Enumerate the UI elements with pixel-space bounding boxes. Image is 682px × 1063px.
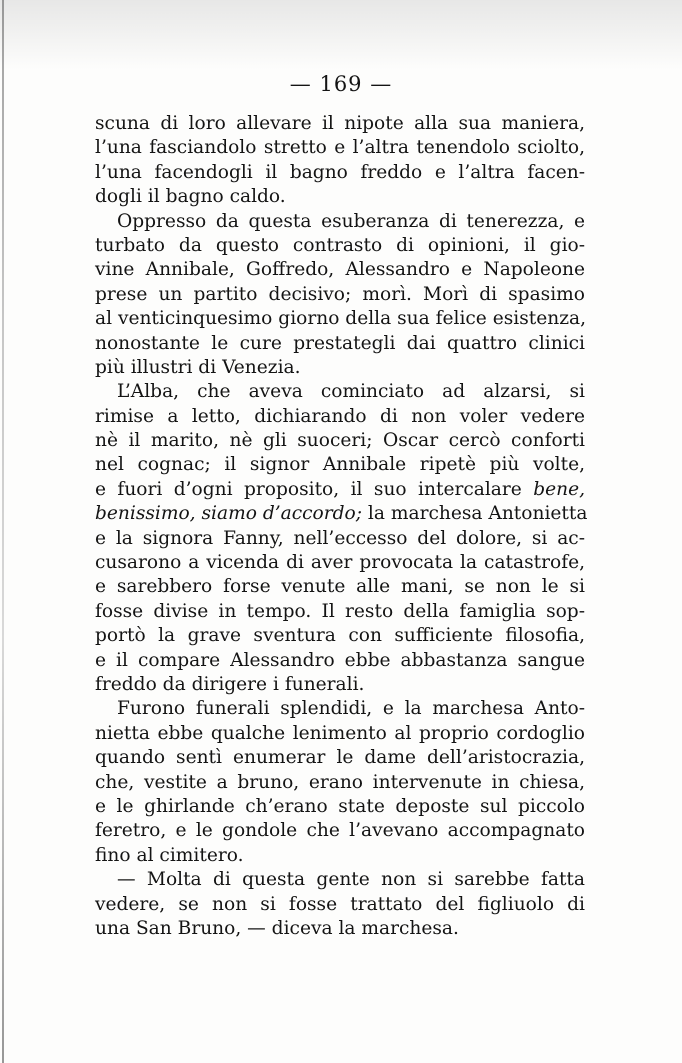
text-line: l’una facendogli il bagno freddo e l’altra facen- [95,161,585,183]
text-line: — Molta di questa gente non si sarebbe fatta [117,869,585,891]
text-line: feretro, e le gondole che l’avevano accompagnato [95,820,585,842]
text-run: la marchesa Antonietta [367,503,588,525]
text-line [95,478,585,502]
text-line: e la signora Fanny, nell’eccesso del dolore, si ac- [95,527,585,549]
text-line: freddo da dirigere i funerali. [95,673,365,695]
text-line: fosse divise in tempo. Il resto della famiglia sop- [95,600,585,622]
text-line: Furono funerali splendidi, e la marchesa Anto- [117,698,585,720]
text-line: che, vestite a bruno, erano intervenute in chiesa, [95,771,585,793]
text-line: cusarono a vicenda di aver provocata la catastrofe, [95,552,585,574]
text-line: più illustri di Venezia. [95,356,301,378]
text-line: l’una fasciandolo stretto e l’altra tenendolo sciolto, [95,137,585,159]
text-line: al venticinquesimo giorno della sua felice esistenza, [95,308,586,330]
text-line: nè il marito, nè gli suoceri; Oscar cercò conforti [95,430,585,452]
text-line: portò la grave sventura con sufficiente filosofia, [95,625,585,647]
text-line: scuna di loro allevare il nipote alla sua maniera, [95,113,585,134]
text-line: fino al cimitero. [95,844,244,866]
text-line: e il compare Alessandro ebbe abbastanza sangue [95,649,585,671]
page-number: — 169 — [289,72,393,96]
text-line: Oppresso da questa esuberanza di tenerezza, e [117,210,585,232]
text-line: una San Bruno, — diceva la marchesa. [95,917,459,939]
text-line: vine Annibale, Goffredo, Alessandro e Napoleone [95,259,585,281]
text-line: dogli il bagno caldo. [95,186,286,208]
text-line [95,502,588,526]
text-line: nel cognac; il signor Annibale ripetè più volte, [95,454,585,476]
body-text [95,112,588,941]
text-line: turbato da questo contrasto di opinioni, il gio- [95,234,585,256]
page-edge-shadow [0,0,682,70]
binding-edge [2,0,4,1063]
text-line: nonostante le cure prestategli dai quattro clinici [95,332,585,354]
text-line: quando sentì enumerar le dame dell’aristocrazia, [95,747,585,769]
italic-run: bene, [533,478,585,500]
text-line: nietta ebbe qualche lenimento al proprio cordoglio [95,722,585,744]
text-line: rimise a letto, dichiarando di non voler vedere [95,405,585,427]
italic-run: benissimo, siamo d’accordo; [95,503,362,525]
text-line: e sarebbero forse venute alle mani, se non le si [95,576,585,598]
text-line: vedere, se non si fosse trattato del figliuolo di [95,893,585,915]
text-line: L’Alba, che aveva cominciato ad alzarsi, si [117,381,585,403]
text-line: prese un partito decisivo; morì. Morì di spasimo [95,283,585,305]
text-line: e le ghirlande ch’erano state deposte sul piccolo [95,795,585,817]
text-run: e fuori d’ogni proposito, il suo intercalare [95,478,522,500]
